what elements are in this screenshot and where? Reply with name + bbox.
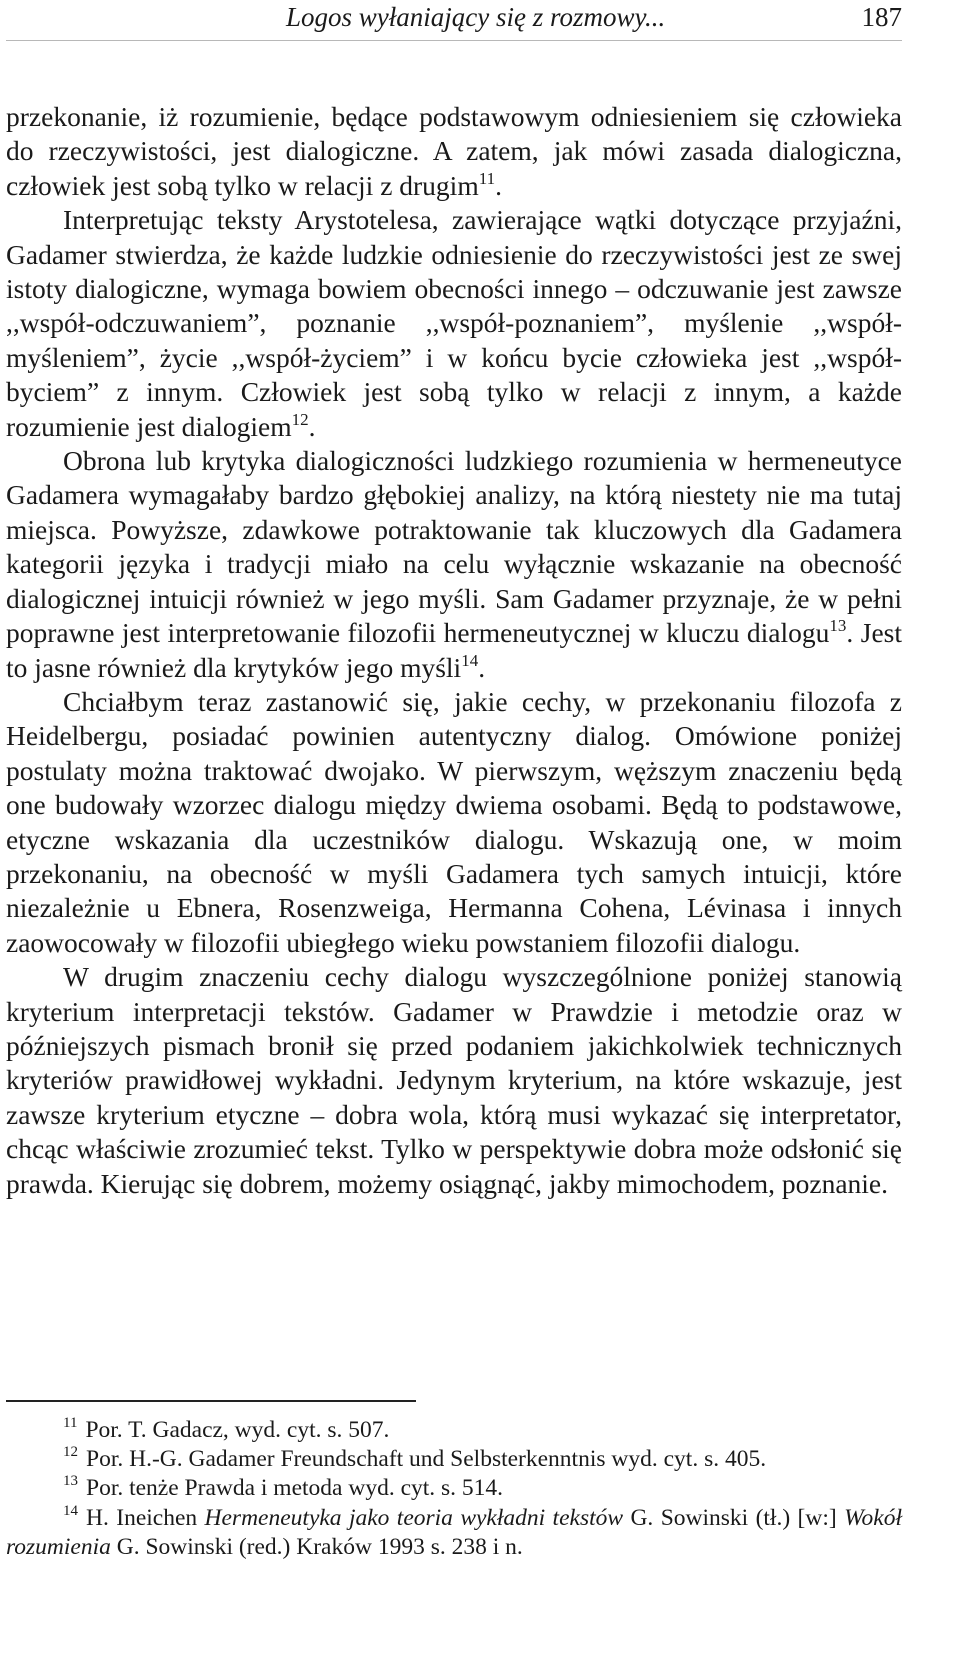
paragraph-5: W drugim znaczeniu cechy dialogu wyszczególnione poniżej stanowią kryterium interpretacji tekstów. Gadamer w Prawdzie i metodzie oraz w późniejszych pismach bronił się przed podaniem jakichkolwiek technicznych kryteriów prawidłowej wykładni. Jedynym kryterium, na które wskazuje, jest zawsze kryterium etyczne – dobra wola, którą musi wykazać się interpretator, chcąc właściwie zrozumieć tekst. Tylko w perspektywie dobra może odsłonić się prawda. Kierując się dobrem, możemy osiągnąć, jakby mimochodem, poznanie. [6,961,902,1199]
footnote-separator [6,1400,416,1402]
footnote-13 [6,1474,902,1503]
footnote-number: 13 [63,1473,78,1490]
paragraph-1-text: przekonanie, iż rozumienie, będące podstawowym odniesieniem się człowieka do rzeczywistości, jest dialogiczne. A zatem, jak mówi zasada dialogiczna, człowiek jest sobą tylko w relacji z drugim [6,101,902,201]
footnote-text-c: G. Sowinski (red.) Kraków 1993 s. 238 i n. [110,1533,523,1560]
footnote-text-b: G. Sowinski (tł.) [w:] [623,1504,845,1531]
footnote-12 [6,1445,902,1474]
paragraph-4: Chciałbym teraz zastanowić się, jakie cechy, w przekonaniu filozofa z Heidelbergu, posiadać powinien autentyczny dialog. Omówione poniżej postulaty można traktować dwojako. W pierwszym, węższym znaczeniu będą one budowały wzorzec dialogu między dwiema osobami. Będą to podstawowe, etyczne wskazania dla uczestników dialogu. Wskazują one, w moim przekonaniu, na obecność w myśli Gadamera tych samych intuicji, które niezależnie u Ebnera, Rosenzweiga, Hermanna Cohena, Lévinasa i innych zaowocowały w filozofii ubiegłego wieku powstaniem filozofii dialogu. [6,685,902,958]
paragraph-1-end: . [495,169,502,201]
footnote-text: Por. H.-G. Gadamer Freundschaft und Selbsterkenntnis wyd. cyt. s. 405. [86,1446,767,1473]
footnote-number: 11 [63,1415,78,1431]
paragraph-2-text: Interpretując teksty Arystotelesa, zawierające wątki dotyczące przyjaźni, Gadamer stwierdza, że każde ludzkie odniesienie do rzeczywistości jest ze swej istoty dialogiczne, wymaga bowiem obecności innego – odczuwanie jest zawsze ,,współ-odczuwaniem”, poznanie ,,współ-poznaniem”, myślenie ,,współ-myśleniem”, życie ,,współ-życiem” i w końcu bycie człowieka jest ,,współ-byciem” z innym. Człowiek jest sobą tylko w relacji z innym, a każde rozumienie jest dialogiem [6,204,902,442]
main-text [6,100,902,1201]
paragraph-2 [6,203,902,444]
paragraph-3-end: . [478,651,486,683]
footnote-text: Por. tenże Prawda i metoda wyd. cyt. s. 514. [86,1475,504,1502]
paragraph-1 [6,100,902,203]
footnote-ref-11[interactable]: 11 [478,168,496,188]
footnote-ref-13[interactable]: 13 [829,616,847,636]
running-title: Logos wyłaniający się z rozmowy... [286,2,666,32]
paragraph-2-end: . [308,410,316,442]
paragraph-3-text-b: . Jest to jasne również dla krytyków jego myśli [6,617,903,683]
footnote-ref-14[interactable]: 14 [461,650,479,670]
paragraph-3-text-a: Obrona lub krytyka dialogiczności ludzkiego rozumienia w hermeneutyce Gadamera wymagałaby bardzo głębokiej analizy, na którą niestety nie ma tutaj miejsca. Powyższe, zdawkowe potraktowanie tak kluczowych dla Gadamera kategorii języka i tradycji miało na celu wyłącznie wskazanie na obecność dialogicznej intuicji również w jego myśli. Sam Gadamer przyznaje, że w pełni poprawne jest interpretowanie filozofii hermeneutycznej w kluczu dialogu [6,445,902,649]
footnote-11 [6,1416,902,1445]
footnote-title-b: Wokół rozumienia [6,1504,902,1560]
footnote-number: 14 [63,1502,78,1519]
footnote-text-a: H. Ineichen [86,1504,205,1531]
footnote-title-a: Hermeneutyka jako teoria wykładni tekstów [204,1504,624,1531]
running-header [6,0,902,41]
footnote-ref-12[interactable]: 12 [291,409,309,429]
footnotes [6,1416,902,1562]
footnote-text: Por. T. Gadacz, wyd. cyt. s. 507. [85,1417,390,1443]
footnote-14 [6,1504,902,1562]
page-number: 187 [861,2,902,32]
paragraph-3 [6,444,902,685]
footnote-number: 12 [63,1444,78,1461]
